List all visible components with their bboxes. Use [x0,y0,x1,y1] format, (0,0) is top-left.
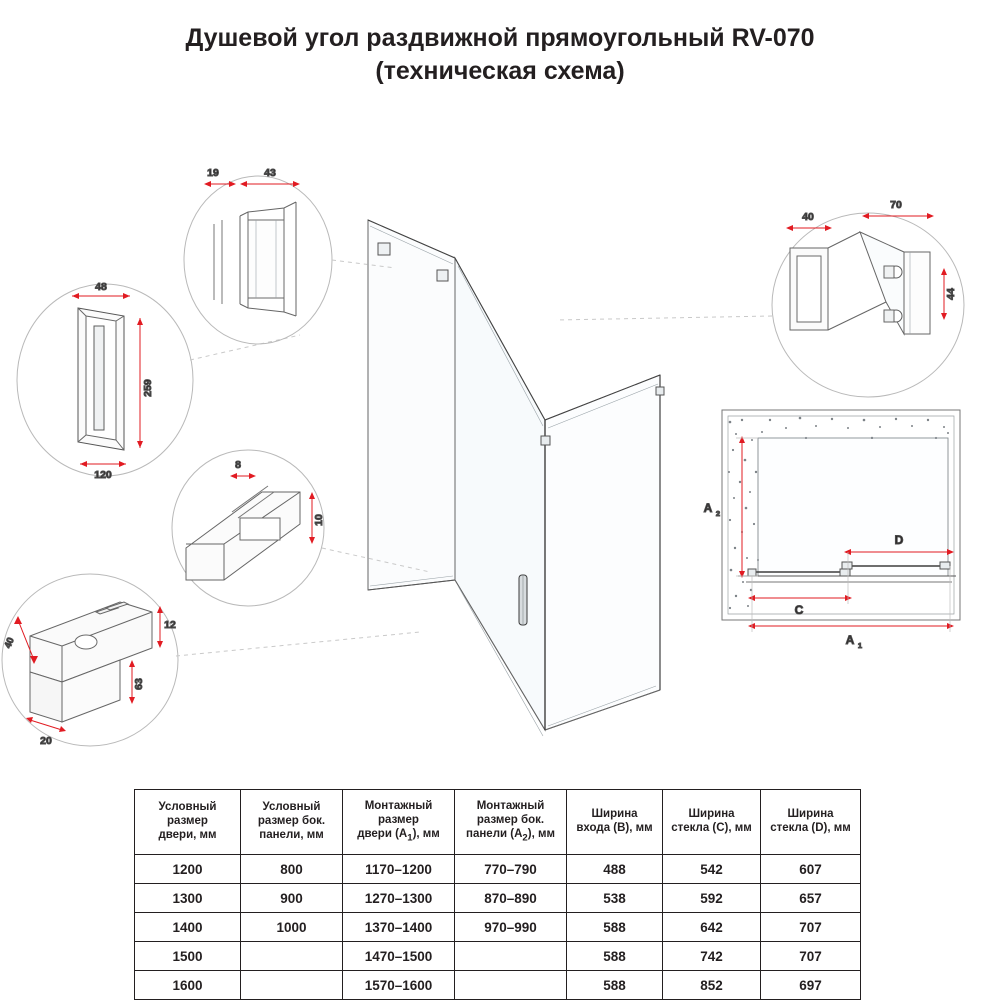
dim-handle-48: 48 [95,281,107,293]
table-cell: 742 [663,942,761,971]
table-cell: 542 [663,855,761,884]
header-line: двери, мм [158,828,217,841]
table-header-cell [455,790,567,855]
header-line-text: двери (A [357,827,408,840]
door-handle [519,575,527,625]
plan-label-d: D [894,533,904,547]
header-line: Ширина [688,808,735,821]
header-line: Монтажный [476,800,545,813]
page-title [0,22,1000,88]
header-subscript: 1 [407,832,413,844]
header-line-text: ), мм [412,827,440,840]
plan-label-a2: A [703,501,713,515]
table-row [135,942,861,971]
page-title-line1: Душевой угол раздвижной прямоугольный RV-070 [185,24,815,52]
table-row [135,855,861,884]
table-cell: 592 [663,884,761,913]
table-cell: 697 [761,971,861,1000]
enclosure-3d-view [368,220,664,736]
header-line: Ширина [591,808,638,821]
dim-corner-70: 70 [890,199,902,211]
table-cell: 707 [761,913,861,942]
header-line: размер [167,815,208,828]
header-line: входа (B), мм [576,822,653,834]
plan-label-a2-sub: 2 [715,509,721,518]
table-cell: 1270–1300 [343,884,455,913]
header-line-text: панели (A [466,827,523,840]
table-cell: 1570–1600 [343,971,455,1000]
table-cell: 538 [567,884,663,913]
header-line: стекла (D), мм [770,822,851,834]
callout-bracket-detail [2,574,420,747]
table-cell: 657 [761,884,861,913]
table-cell: 707 [761,942,861,971]
header-line: размер бок. [476,814,545,827]
plan-label-c: C [794,603,804,617]
table-cell: 970–990 [455,913,567,942]
header-line [345,828,452,844]
table-row [135,971,861,1000]
dim-seal-8: 8 [235,459,241,471]
table-cell [455,971,567,1000]
table-cell: 642 [663,913,761,942]
table-cell: 1500 [135,942,241,971]
table-cell: 1470–1500 [343,942,455,971]
header-line: панели, мм [259,828,324,841]
table-cell: 607 [761,855,861,884]
table-header-cell [343,790,455,855]
header-line: стекла (C), мм [671,822,752,834]
table-header-cell [135,790,241,855]
dim-handle-259: 259 [142,379,154,397]
header-line: размер бок. [257,815,326,828]
table-cell: 588 [567,942,663,971]
table-cell [241,942,343,971]
table-header-cell [567,790,663,855]
table-cell [241,971,343,1000]
table-cell: 488 [567,855,663,884]
table-header-cell [663,790,761,855]
dim-corner-44: 44 [945,288,957,300]
header-line [457,828,564,844]
header-line: Ширина [787,808,834,821]
table-cell: 1200 [135,855,241,884]
header-line: Условный [262,801,321,814]
table-cell [455,942,567,971]
dim-seal-10: 10 [313,514,325,526]
plan-label-a1: A [845,633,855,647]
table-header-row [135,790,861,855]
dim-bracket-20: 20 [40,735,52,747]
header-line: Монтажный [364,800,433,813]
table-header-cell [241,790,343,855]
header-line-text: ), мм [527,827,555,840]
page-title-line2: (техническая схема) [375,57,625,85]
table-cell: 770–790 [455,855,567,884]
top-plan-view [704,410,960,650]
table-cell: 1170–1200 [343,855,455,884]
table-cell: 852 [663,971,761,1000]
table-header-cell [761,790,861,855]
callout-corner-joint-detail [556,199,964,397]
header-line: Условный [158,801,217,814]
dim-profile-43: 43 [264,167,276,179]
table-cell: 900 [241,884,343,913]
header-subscript: 2 [522,832,528,844]
plan-label-a1-sub: 1 [857,641,863,650]
table-cell: 870–890 [455,884,567,913]
callout-glass-profile-detail [184,167,395,344]
dim-handle-120: 120 [94,469,112,481]
dim-profile-19: 19 [207,167,219,179]
table-cell: 1300 [135,884,241,913]
table-cell: 1600 [135,971,241,1000]
header-line: размер [378,814,419,827]
table-cell: 588 [567,913,663,942]
table-cell: 800 [241,855,343,884]
dim-bracket-12: 12 [164,619,176,631]
table-cell: 1000 [241,913,343,942]
dim-bracket-40: 40 [2,636,17,651]
dim-corner-40: 40 [802,211,814,223]
table-cell: 1370–1400 [343,913,455,942]
table-cell: 588 [567,971,663,1000]
dim-bracket-63: 63 [133,678,145,690]
table-cell: 1400 [135,913,241,942]
table-row [135,913,861,942]
specification-table [134,789,861,1000]
technical-drawing [0,120,1000,780]
table-row [135,884,861,913]
